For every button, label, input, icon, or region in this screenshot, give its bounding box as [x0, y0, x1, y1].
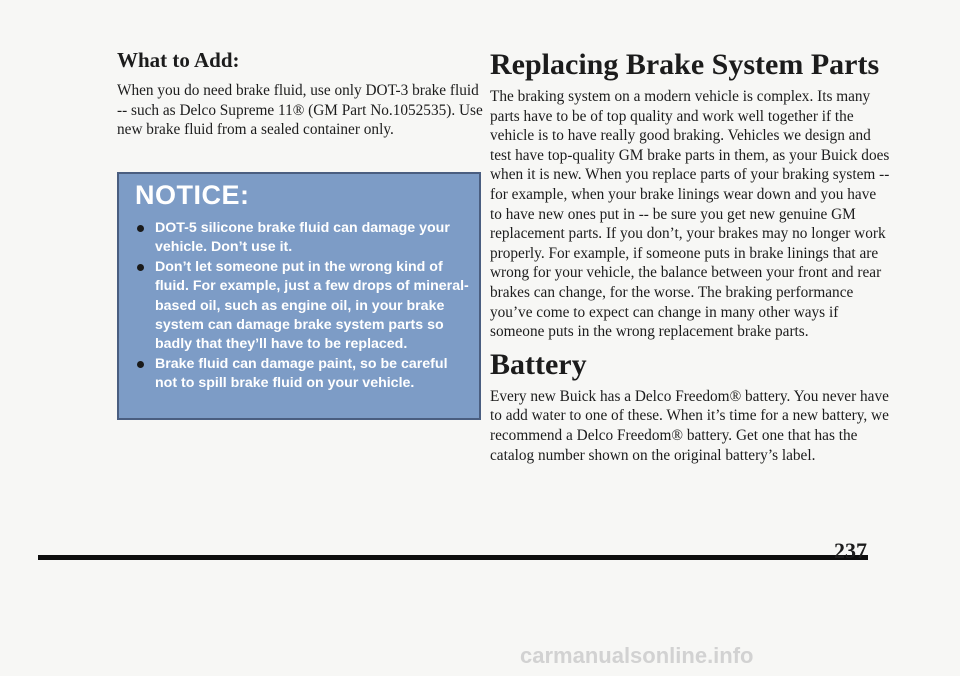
notice-list — [133, 219, 469, 394]
what-to-add-paragraph: When you do need brake fluid, use only DOT-3 brake fluid -- such as Delco Supreme 11® (GM Part No.1052535). Use new brake fluid from a sealed container only. — [117, 82, 483, 139]
notice-item — [133, 355, 469, 394]
what-to-add-heading: What to Add: — [117, 48, 240, 72]
bullet-icon — [137, 225, 144, 232]
bullet-icon — [137, 264, 144, 271]
battery-paragraph: Every new Buick has a Delco Freedom® battery. You never have to add water to one of these. When it’s time for a new battery, we recommend a Delco Freedom® battery. Get one that has the catalog number shown on the original battery’s label. — [490, 387, 889, 464]
battery-heading: Battery — [490, 347, 587, 381]
page-number: 237 — [834, 538, 867, 563]
notice-box — [117, 172, 481, 420]
replacing-brake-parts-paragraph: The braking system on a modern vehicle is complex. Its many parts have to be of top quality and work well together if the vehicle is to have really good braking. Vehicles we design and test have top-quality GM brake parts in them, as your Buick does when it is new. When you replace parts of your braking system -- for example, when your brake linings wear down and you have to have new ones put in -- be sure you get new genuine GM replacement parts. If you don’t, your brakes may no longer work properly. For example, if someone puts in brake linings that are wrong for your vehicle, the balance between your front and rear brakes can change, for the worse. The braking performance you’ve come to expect can change in many other ways if someone puts in the wrong replacement brake parts. — [490, 88, 890, 341]
notice-item — [133, 258, 469, 355]
notice-item-text: Don’t let someone put in the wrong kind of fluid. For example, just a few drops of mineral-based oil, such as engine oil, in your brake system can damage brake system parts so badly that they’ll have to be replaced. — [155, 258, 469, 353]
replacing-brake-parts-heading: Replacing Brake System Parts — [490, 48, 880, 81]
bullet-icon — [137, 361, 144, 368]
notice-item-text: DOT-5 silicone brake fluid can damage your vehicle. Don’t use it. — [155, 220, 450, 256]
watermark: carmanualsonline.info — [520, 643, 754, 668]
left-column — [117, 48, 487, 140]
right-column — [490, 48, 890, 465]
notice-item — [133, 219, 469, 258]
footer-rule — [38, 555, 868, 560]
notice-item-text: Brake fluid can damage paint, so be careful not to spill brake fluid on your vehicle. — [155, 355, 448, 392]
notice-title: NOTICE: — [135, 180, 250, 210]
